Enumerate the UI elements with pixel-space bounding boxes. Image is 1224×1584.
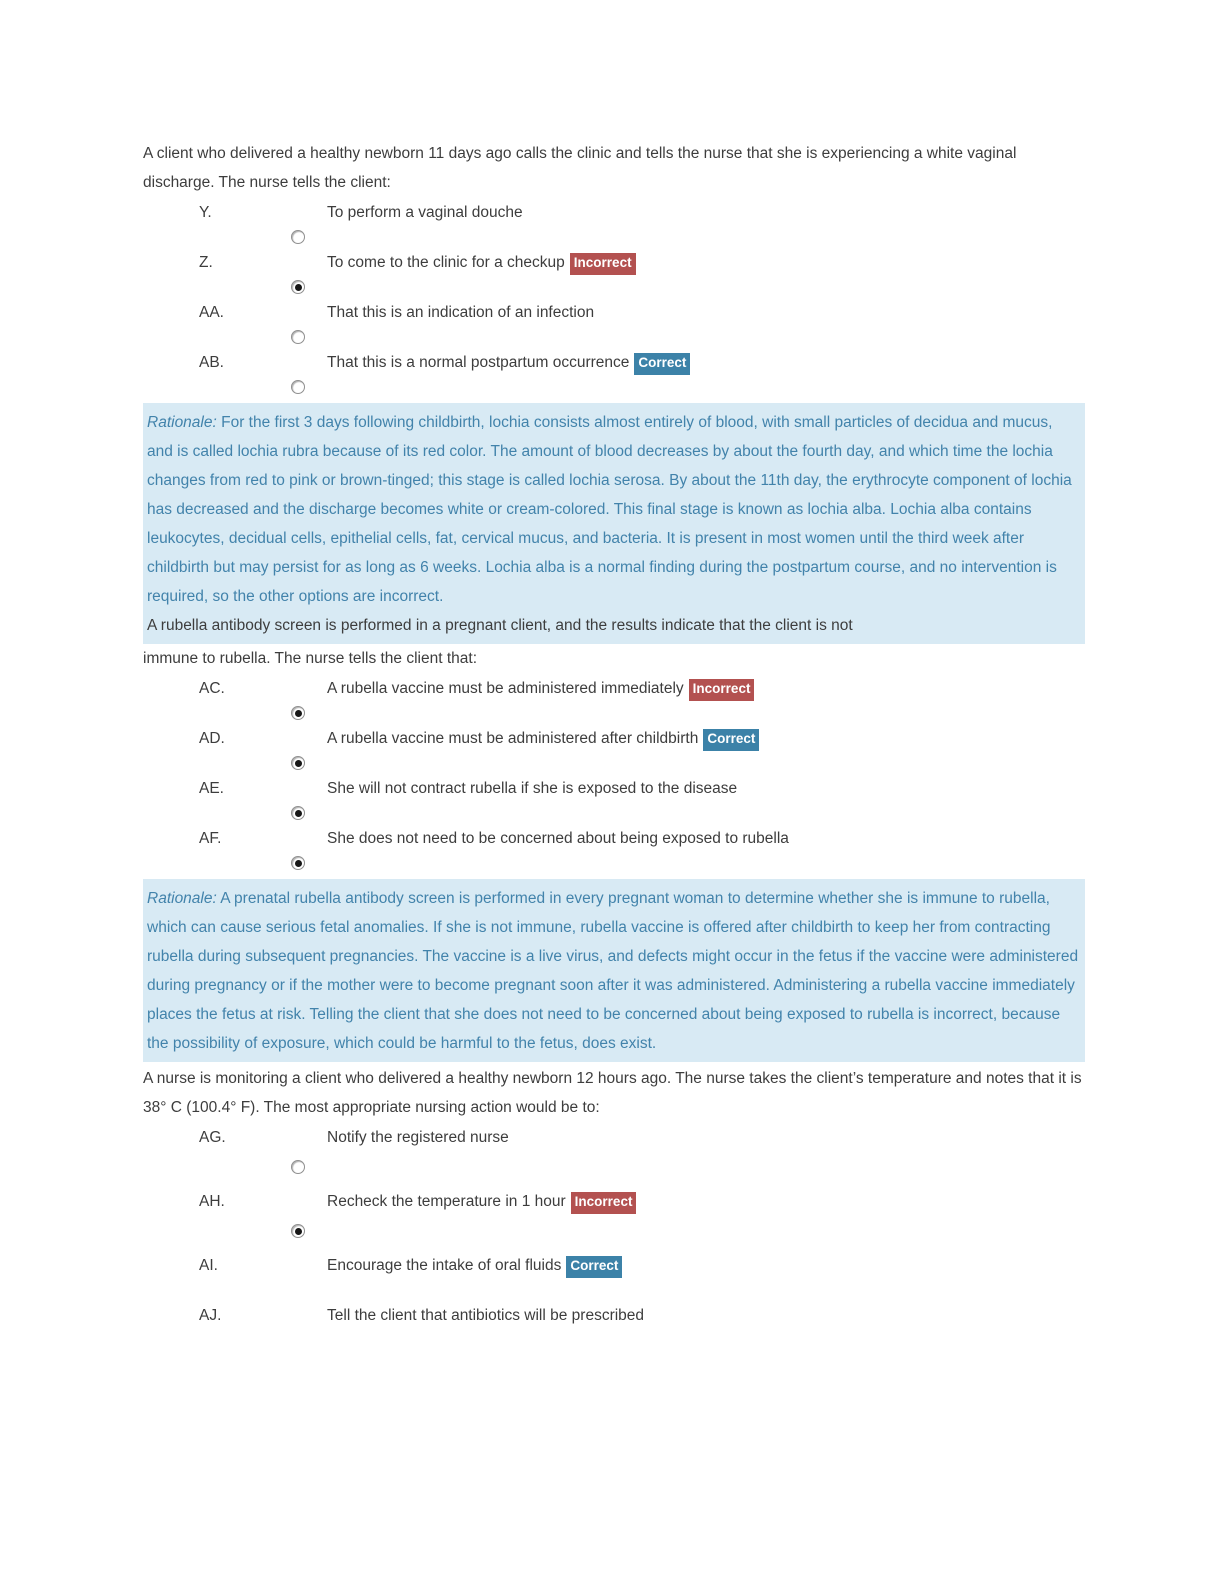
option-label: AD. (199, 730, 225, 747)
option-text: Tell the client that antibiotics will be prescribed (327, 1307, 645, 1324)
question-3-options (199, 1123, 1085, 1330)
radio-button[interactable] (291, 1160, 305, 1174)
option-label: Y. (199, 204, 212, 221)
radio-button[interactable] (291, 1224, 305, 1238)
option-text: Notify the registered nurse (327, 1129, 509, 1146)
option-text: Recheck the temperature in 1 hour (327, 1193, 566, 1210)
option-row-ad (199, 724, 1085, 774)
radio-row (291, 853, 1085, 874)
option-line (199, 1251, 1085, 1280)
option-label: AA. (199, 304, 224, 321)
correct-badge: Correct (703, 729, 759, 751)
option-label: AI. (199, 1257, 218, 1274)
option-text: A rubella vaccine must be administered immediately (327, 680, 684, 697)
question-2-options (199, 674, 1085, 874)
rationale-label: Rationale: (147, 890, 217, 907)
option-text: That this is an indication of an infection (327, 304, 595, 321)
option-label: AG. (199, 1129, 226, 1146)
option-text: To come to the clinic for a checkup (327, 254, 565, 271)
option-text: To perform a vaginal douche (327, 204, 523, 221)
option-line (199, 774, 1085, 803)
option-text: She does not need to be concerned about being exposed to rubella (327, 830, 789, 847)
rationale-text (147, 884, 1081, 1058)
rationale-body: A prenatal rubella antibody screen is performed in every pregnant woman to determine whether she is immune to rubella, which can cause serious fetal anomalies. If she is not immune, rubella vaccine is offered after childbirth to keep her from contracting rubella during subsequent pregnancies. The vaccine is a live virus, and defects might occur in the fetus if the vaccine were administered during pregnancy or if the mother were to become pregnant soon after it was administered. Administering a rubella vaccine immediately places the fetus at risk. Telling the client that she does not need to be concerned about being exposed to rubella is incorrect, because the possibility of exposure, which could be harmful to the fetus, does exist. (147, 890, 1079, 1052)
question-1-options (199, 198, 1085, 398)
radio-button[interactable] (291, 756, 305, 770)
option-line (199, 248, 1085, 277)
option-label: Z. (199, 254, 213, 271)
option-row-y (199, 198, 1085, 248)
option-label: AC. (199, 680, 225, 697)
radio-row (291, 753, 1085, 774)
rationale-box-2 (143, 879, 1085, 1062)
option-line (199, 824, 1085, 853)
option-text: That this is a normal postpartum occurrence (327, 354, 630, 371)
radio-button[interactable] (291, 280, 305, 294)
correct-badge: Correct (634, 353, 690, 375)
radio-button[interactable] (291, 706, 305, 720)
option-label: AE. (199, 780, 224, 797)
option-label: AB. (199, 354, 224, 371)
radio-button[interactable] (291, 230, 305, 244)
radio-row (291, 227, 1085, 248)
option-row-af (199, 824, 1085, 874)
radio-row (291, 1216, 1085, 1244)
question-3-text: A nurse is monitoring a client who delivered a healthy newborn 12 hours ago. The nurse takes the client’s temperature and notes that it is 38° C (100.4° F). The most appropriate nursing action would be to: (143, 1070, 1082, 1116)
radio-row (291, 703, 1085, 724)
question-1-text: A client who delivered a healthy newborn 11 days ago calls the clinic and tells the nurse that she is experiencing a white vaginal discharge. The nurse tells the client: (143, 145, 1017, 191)
incorrect-badge: Incorrect (689, 679, 755, 701)
option-label: AH. (199, 1193, 225, 1210)
option-line (199, 1123, 1085, 1152)
correct-badge: Correct (566, 1256, 622, 1278)
option-label: AJ. (199, 1307, 222, 1324)
option-row-aa (199, 298, 1085, 348)
option-line (199, 724, 1085, 753)
option-line (199, 348, 1085, 377)
question-2-text-line1: A rubella antibody screen is performed in a pregnant client, and the results indicate that the client is not (147, 617, 853, 634)
radio-button[interactable] (291, 806, 305, 820)
option-row-ab (199, 348, 1085, 398)
incorrect-badge: Incorrect (571, 1192, 637, 1214)
radio-row (291, 1152, 1085, 1180)
option-row-ag (199, 1123, 1085, 1180)
option-text: A rubella vaccine must be administered after childbirth (327, 730, 699, 747)
rationale-text (147, 408, 1081, 611)
radio-row (291, 277, 1085, 298)
option-text: Encourage the intake of oral fluids (327, 1257, 562, 1274)
option-text: She will not contract rubella if she is exposed to the disease (327, 780, 738, 797)
rationale-box-1 (143, 403, 1085, 644)
option-line (199, 1301, 1085, 1330)
option-row-ac (199, 674, 1085, 724)
option-line (199, 1187, 1085, 1216)
option-row-aj (199, 1301, 1085, 1330)
rationale-body: For the first 3 days following childbirth, lochia consists almost entirely of blood, with small particles of decidua and mucus, and is called lochia rubra because of its red color. The amount of blood decreases by about the fourth day, and which time the lochia changes from red to pink or brown-tinged; this stage is called lochia serosa. By about the 11th day, the erythrocyte component of lochia has decreased and the discharge becomes white or cream-colored. This final stage is known as lochia alba. Lochia alba contains leukocytes, decidual cells, epithelial cells, fat, cervical mucus, and bacteria. It is present in most women until the third week after childbirth but may persist for as long as 6 weeks. Lochia alba is a normal finding during the postpartum course, and no intervention is required, so the other options are incorrect. (147, 414, 1072, 605)
option-line (199, 198, 1085, 227)
option-line (199, 674, 1085, 703)
radio-button[interactable] (291, 856, 305, 870)
question-2-text-line2: immune to rubella. The nurse tells the client that: (143, 650, 477, 667)
radio-row (291, 803, 1085, 824)
option-row-z (199, 248, 1085, 298)
option-row-ai (199, 1251, 1085, 1301)
option-row-ae (199, 774, 1085, 824)
incorrect-badge: Incorrect (570, 253, 636, 275)
option-label: AF. (199, 830, 222, 847)
option-row-ah (199, 1187, 1085, 1244)
radio-button[interactable] (291, 380, 305, 394)
option-line (199, 298, 1085, 327)
radio-row (291, 327, 1085, 348)
radio-button[interactable] (291, 330, 305, 344)
radio-row (291, 377, 1085, 398)
rationale-label: Rationale: (147, 414, 217, 431)
